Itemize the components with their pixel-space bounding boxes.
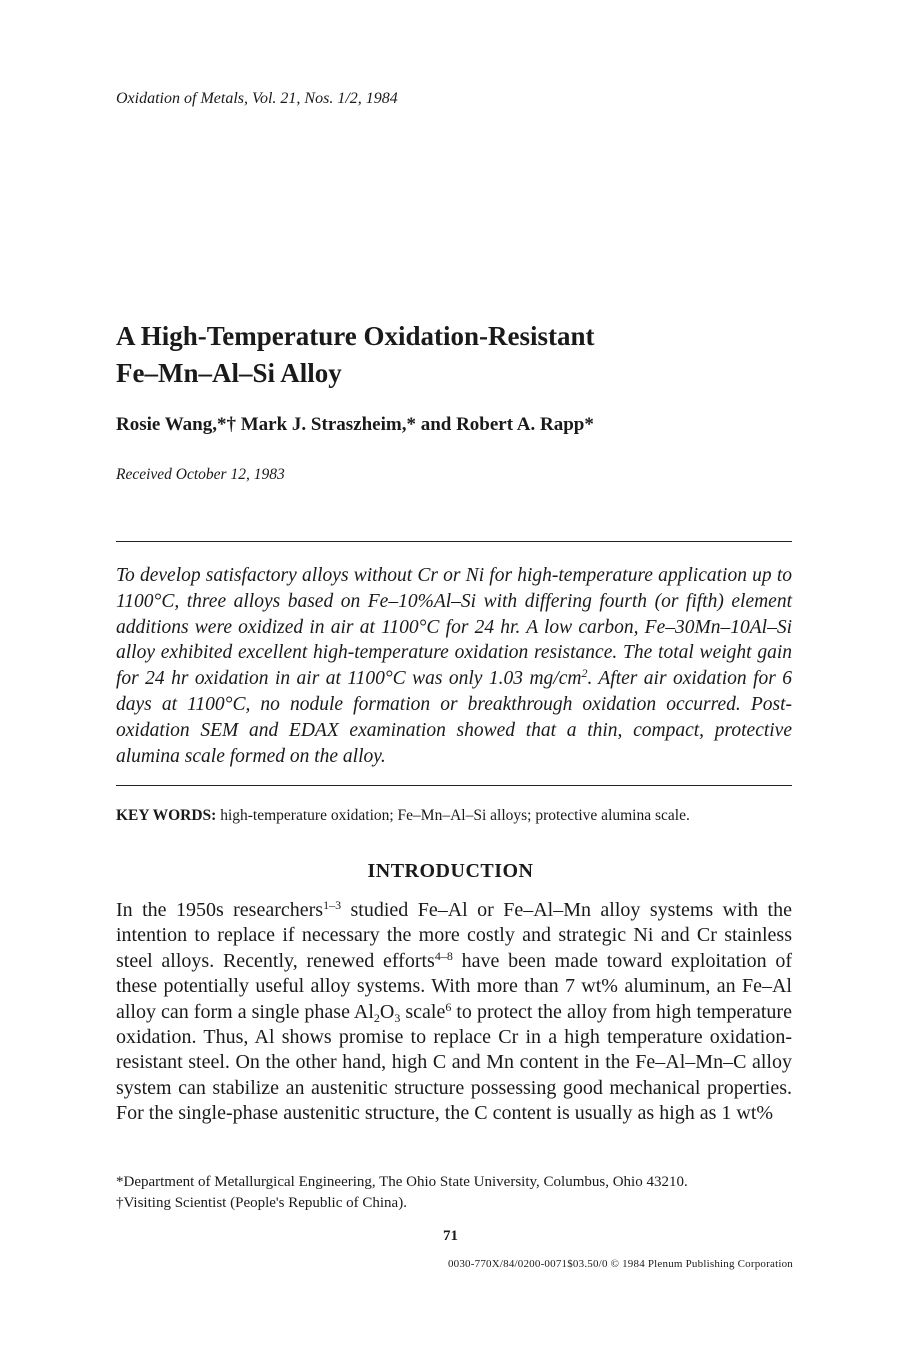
footnotes — [116, 1172, 688, 1214]
intro-text-2: studied Fe–Al or Fe–Al–Mn alloy systems with the intention to replace if necessary the more costly and strategic Ni and Cr stainless steel alloys. Recently, renewed efforts — [116, 899, 792, 972]
introduction-paragraph — [116, 898, 792, 1127]
intro-text-5: scale — [400, 1000, 446, 1023]
intro-text-4: O — [379, 1000, 395, 1023]
intro-sub-1: 2 — [373, 1010, 380, 1025]
intro-sub-2: 3 — [394, 1010, 401, 1025]
keywords — [116, 807, 792, 825]
intro-ref-1: 1–3 — [323, 898, 342, 912]
intro-text-3: have been made toward exploitation of these potentially useful alloy systems. With more than 7 wt% aluminum, an Fe–Al alloy can form a single phase Al — [116, 949, 792, 1023]
abstract-bottom-rule — [116, 785, 792, 786]
intro-ref-3: 6 — [445, 999, 452, 1014]
title-line-1: A High-Temperature Oxidation-Resistant — [116, 321, 595, 351]
keywords-text: high-temperature oxidation; Fe–Mn–Al–Si alloys; protective alumina scale. — [220, 807, 690, 824]
abstract-superscript: 2 — [581, 666, 588, 681]
title-line-2: Fe–Mn–Al–Si Alloy — [116, 358, 342, 388]
abstract-top-rule — [116, 541, 792, 542]
page-number: 71 — [443, 1228, 458, 1244]
footnote-visiting: †Visiting Scientist (People's Republic of China). — [116, 1195, 407, 1211]
footnote-affiliation: *Department of Metallurgical Engineering, The Ohio State University, Columbus, Ohio 43210. — [116, 1174, 688, 1190]
copyright-line: 0030-770X/84/0200-0071$03.50/0 © 1984 Plenum Publishing Corporation — [447, 1258, 793, 1270]
journal-citation: Oxidation of Metals, Vol. 21, Nos. 1/2, 1984 — [116, 90, 398, 107]
authors: Rosie Wang,*† Mark J. Straszheim,* and Robert A. Rapp* — [116, 414, 594, 435]
keywords-label: KEY WORDS: — [116, 807, 217, 824]
received-date: Received October 12, 1983 — [116, 466, 285, 483]
intro-ref-2: 4–8 — [434, 948, 453, 963]
abstract-text-2: . After air oxidation for 6 days at 1100°C, no nodule formation or breakthrough oxidation occurred. Post-oxidation SEM and EDAX examination showed that a thin, compact, protective alumina scale formed on the alloy. — [116, 668, 793, 767]
intro-text-1: In the 1950s researchers — [116, 899, 324, 921]
section-heading-introduction: INTRODUCTION — [367, 860, 534, 882]
paper-title — [116, 318, 595, 392]
intro-text-6: to protect the alloy from high temperature oxidation. Thus, Al shows promise to replace Cr in a high temperature oxidation-resistant steel. On the other hand, high C and Mn content in the Fe–Al–Mn–C alloy system can stabilize an austenitic structure possessing good mechanical properties. For the single-phase austenitic structure, the C content is usually as high as 1 wt% — [116, 1000, 792, 1125]
abstract-text-1: To develop satisfactory alloys without Cr or Ni for high-temperature application up to 1100°C, three alloys based on Fe–10%Al–Si with differing fourth (or fifth) element additions were oxidized in air at 1100°C for 24 hr. A low carbon, Fe–30Mn–10Al–Si alloy exhibited excellent high-temperature oxidation resistance. The total weight gain for 24 hr oxidation in air at 1100°C was only 1.03 mg/cm — [116, 565, 792, 690]
abstract — [116, 563, 792, 769]
